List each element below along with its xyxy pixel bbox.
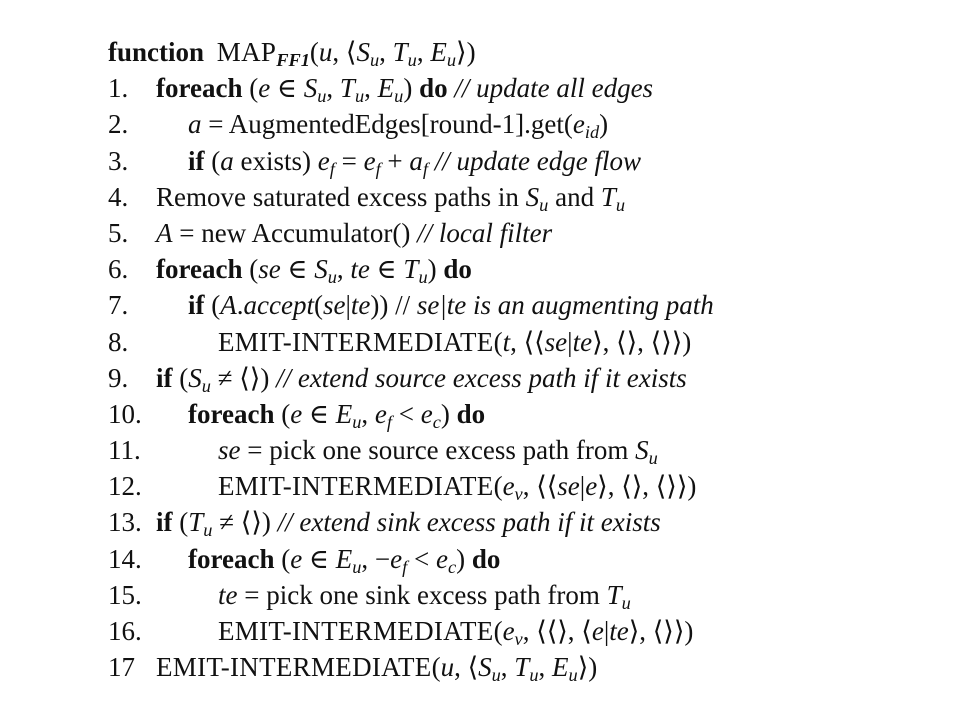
algorithm-line	[108, 106, 928, 142]
line-number: 9.	[108, 362, 129, 393]
algorithm-line	[108, 143, 928, 179]
line-number: 3.	[108, 145, 129, 176]
algorithm-header: function $MAP_{FF1}(u$, $⟨S_u$, $T_u$, $E_u⟩$)	[108, 37, 476, 71]
line-number: 2.	[108, 109, 129, 140]
line-body: if ($T_u$ ≠ ⟨⟩) // extend sink excess path if it exists	[156, 507, 661, 541]
algorithm-line	[108, 215, 928, 251]
line-number: 14.	[108, 543, 142, 574]
algorithm-line	[108, 504, 928, 540]
line-number: 16.	[108, 616, 142, 646]
line-body: if (A.accept(se|te)) // se|te is an augmenting path	[188, 290, 714, 321]
line-number: 8.	[108, 326, 129, 357]
algorithm-line	[108, 324, 928, 360]
algorithm-line	[108, 541, 928, 577]
line-body: foreach (e ∈ $S_u$, $T_u$, $E_u$) do // update all edges	[156, 73, 654, 107]
line-number: 7.	[108, 290, 129, 321]
algorithm-block	[108, 34, 928, 685]
algorithm-line	[108, 432, 928, 468]
line-body: $a = AugmentedEdges[round-1].get(e_{id})$	[188, 109, 609, 143]
line-body: foreach (e ∈ $E_u$, $e_f < e_c$) do	[188, 398, 486, 433]
algorithm-line	[108, 251, 928, 287]
algorithm-line	[108, 613, 928, 649]
line-body: Remove saturated excess paths in $S_u$ and $T_u$	[156, 181, 626, 215]
line-number: 5.	[108, 217, 129, 248]
line-number: 10.	[108, 398, 142, 429]
function-name: MAP	[216, 37, 277, 67]
algorithm-line	[108, 360, 928, 396]
line-body: foreach (e ∈ $E_u$, $-e_f < e_c$) do	[188, 543, 501, 577]
line-body: EMIT-$INTERMEDIATE(e_v$, ⟨⟨⟩, ⟨e|te⟩, ⟨⟩⟩)	[218, 616, 694, 650]
line-body: if ($S_u$ ≠ ⟨⟩) // extend source excess path if it exists	[156, 362, 687, 396]
line-number: 4.	[108, 181, 129, 212]
line-body: EMIT-INTERMEDIATE(u, $⟨S_u$, $T_u$, $E_u⟩$)	[156, 652, 598, 686]
line-number: 11.	[108, 435, 141, 466]
line-body: se = pick one source excess path from $S_u$	[218, 435, 658, 469]
line-body: foreach (se ∈ $S_u$, te ∈ $T_u$) do	[156, 254, 472, 288]
line-body: EMIT-$INTERMEDIATE(e_v$, ⟨⟨se|e⟩, ⟨⟩, ⟨⟩⟩)	[218, 471, 697, 505]
line-number: 6.	[108, 254, 129, 285]
line-body: if (a exists) $e_f = e_f + a_f$ // update edge flow	[188, 145, 641, 179]
line-number: 13.	[108, 507, 142, 538]
line-number: 17	[108, 652, 135, 683]
algorithm-line	[108, 179, 928, 215]
algorithm-line	[108, 649, 928, 685]
line-body: A = new Accumulator() // local filter	[156, 217, 553, 248]
algorithm-line	[108, 287, 928, 323]
line-body: te = pick one sink excess path from $T_u$	[218, 579, 631, 613]
algorithm-line	[108, 577, 928, 613]
line-body: EMIT-INTERMEDIATE(t, ⟨⟨se|te⟩, ⟨⟩, ⟨⟩⟩)	[218, 326, 692, 357]
algorithm-line	[108, 70, 928, 106]
line-number: 1.	[108, 73, 129, 104]
algorithm-line	[108, 468, 928, 504]
line-number: 15.	[108, 579, 142, 610]
function-keyword: function	[108, 37, 205, 67]
line-number: 12.	[108, 471, 142, 502]
algorithm-line	[108, 396, 928, 432]
